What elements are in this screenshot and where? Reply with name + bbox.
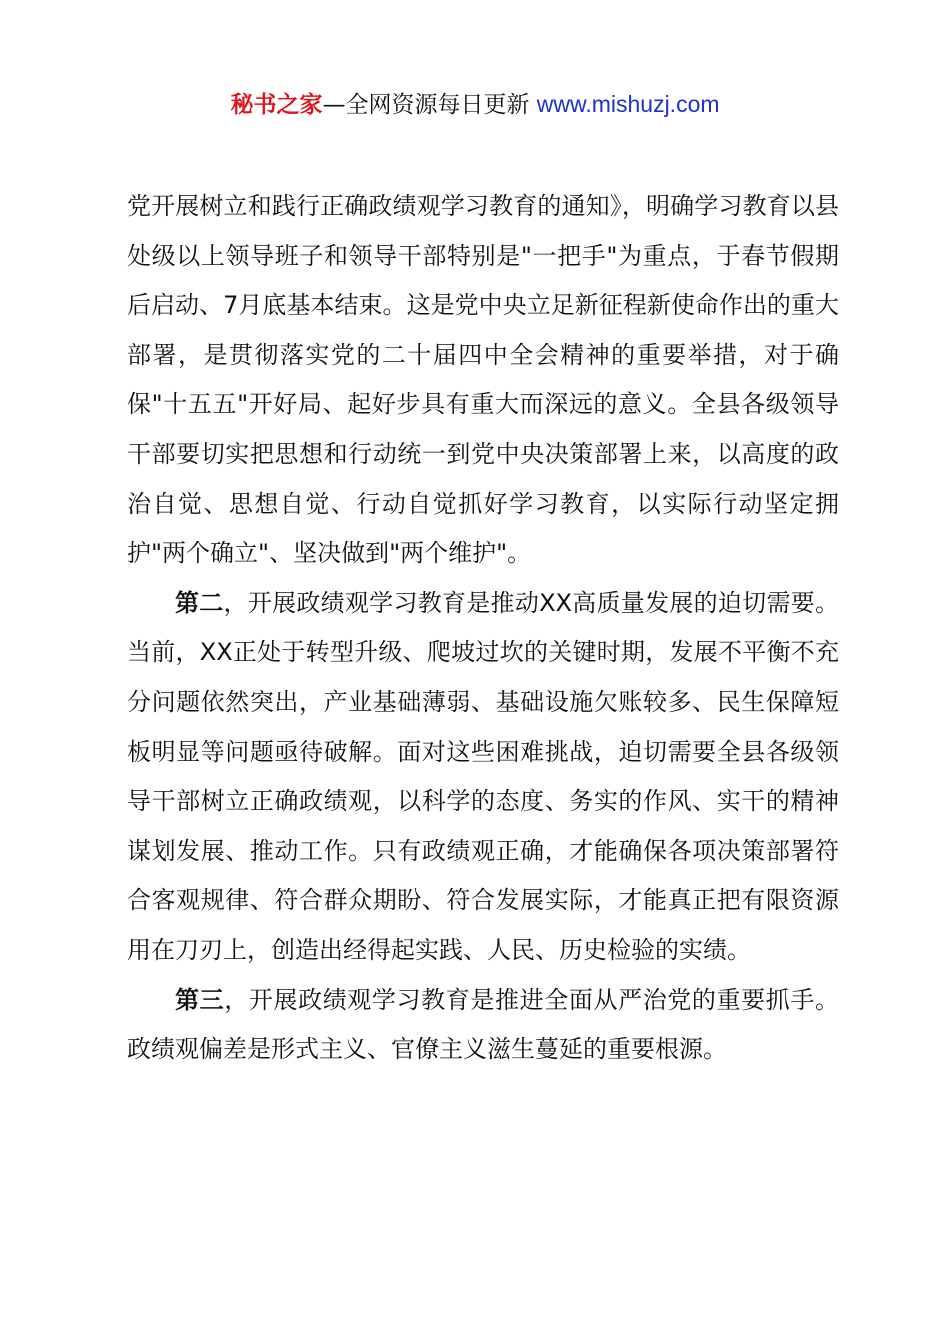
- page-header: [0, 86, 950, 123]
- paragraph-2-text: ，开展政绩观学习教育是推动XX高质量发展的迫切需要。当前，XX正处于转型升级、爬坡过坎的关键时期，发展不平衡不充分问题依然突出，产业基础薄弱、基础设施欠账较多、民生保障短板明显等问题亟待破解。面对这些困难挑战，迫切需要全县各级领导干部树立正确政绩观，以科学的态度、务实的作风、实干的精神谋划发展、推动工作。只有政绩观正确，才能确保各项决策部署符合客观规律、符合群众期盼、符合发展实际，才能真正把有限资源用在刀刃上，创造出经得起实践、人民、历史检验的实绩。: [127, 588, 839, 964]
- site-brand: 秘书之家: [230, 92, 323, 118]
- paragraph-3: [127, 976, 839, 1075]
- paragraph-3-lead: 第三: [175, 985, 225, 1014]
- paragraph-2: [127, 579, 839, 976]
- paragraph-1: [127, 182, 839, 579]
- document-body: [127, 182, 839, 1075]
- paragraph-1-text: 党开展树立和践行正确政绩观学习教育的通知》，明确学习教育以县处级以上领导班子和领导干部特别是"一把手"为重点，于春节假期后启动、7月底基本结束。这是党中央立足新征程新使命作出的重大部署，是贯彻落实党的二十届四中全会精神的重要举措，对于确保"十五五"开好局、起好步具有重大而深远的意义。全县各级领导干部要切实把思想和行动统一到党中央决策部署上来，以高度的政治自觉、思想自觉、行动自觉抓好学习教育，以实际行动坚定拥护"两个确立"、坚决做到"两个维护"。: [127, 192, 839, 568]
- paragraph-3-text: ，开展政绩观学习教育是推进全面从严治党的重要抓手。政绩观偏差是形式主义、官僚主义滋生蔓延的重要根源。: [127, 985, 840, 1064]
- site-tagline: —全网资源每日更新: [322, 92, 537, 118]
- paragraph-2-lead: 第二: [175, 588, 224, 617]
- site-url: www.mishuzj.com: [536, 91, 720, 117]
